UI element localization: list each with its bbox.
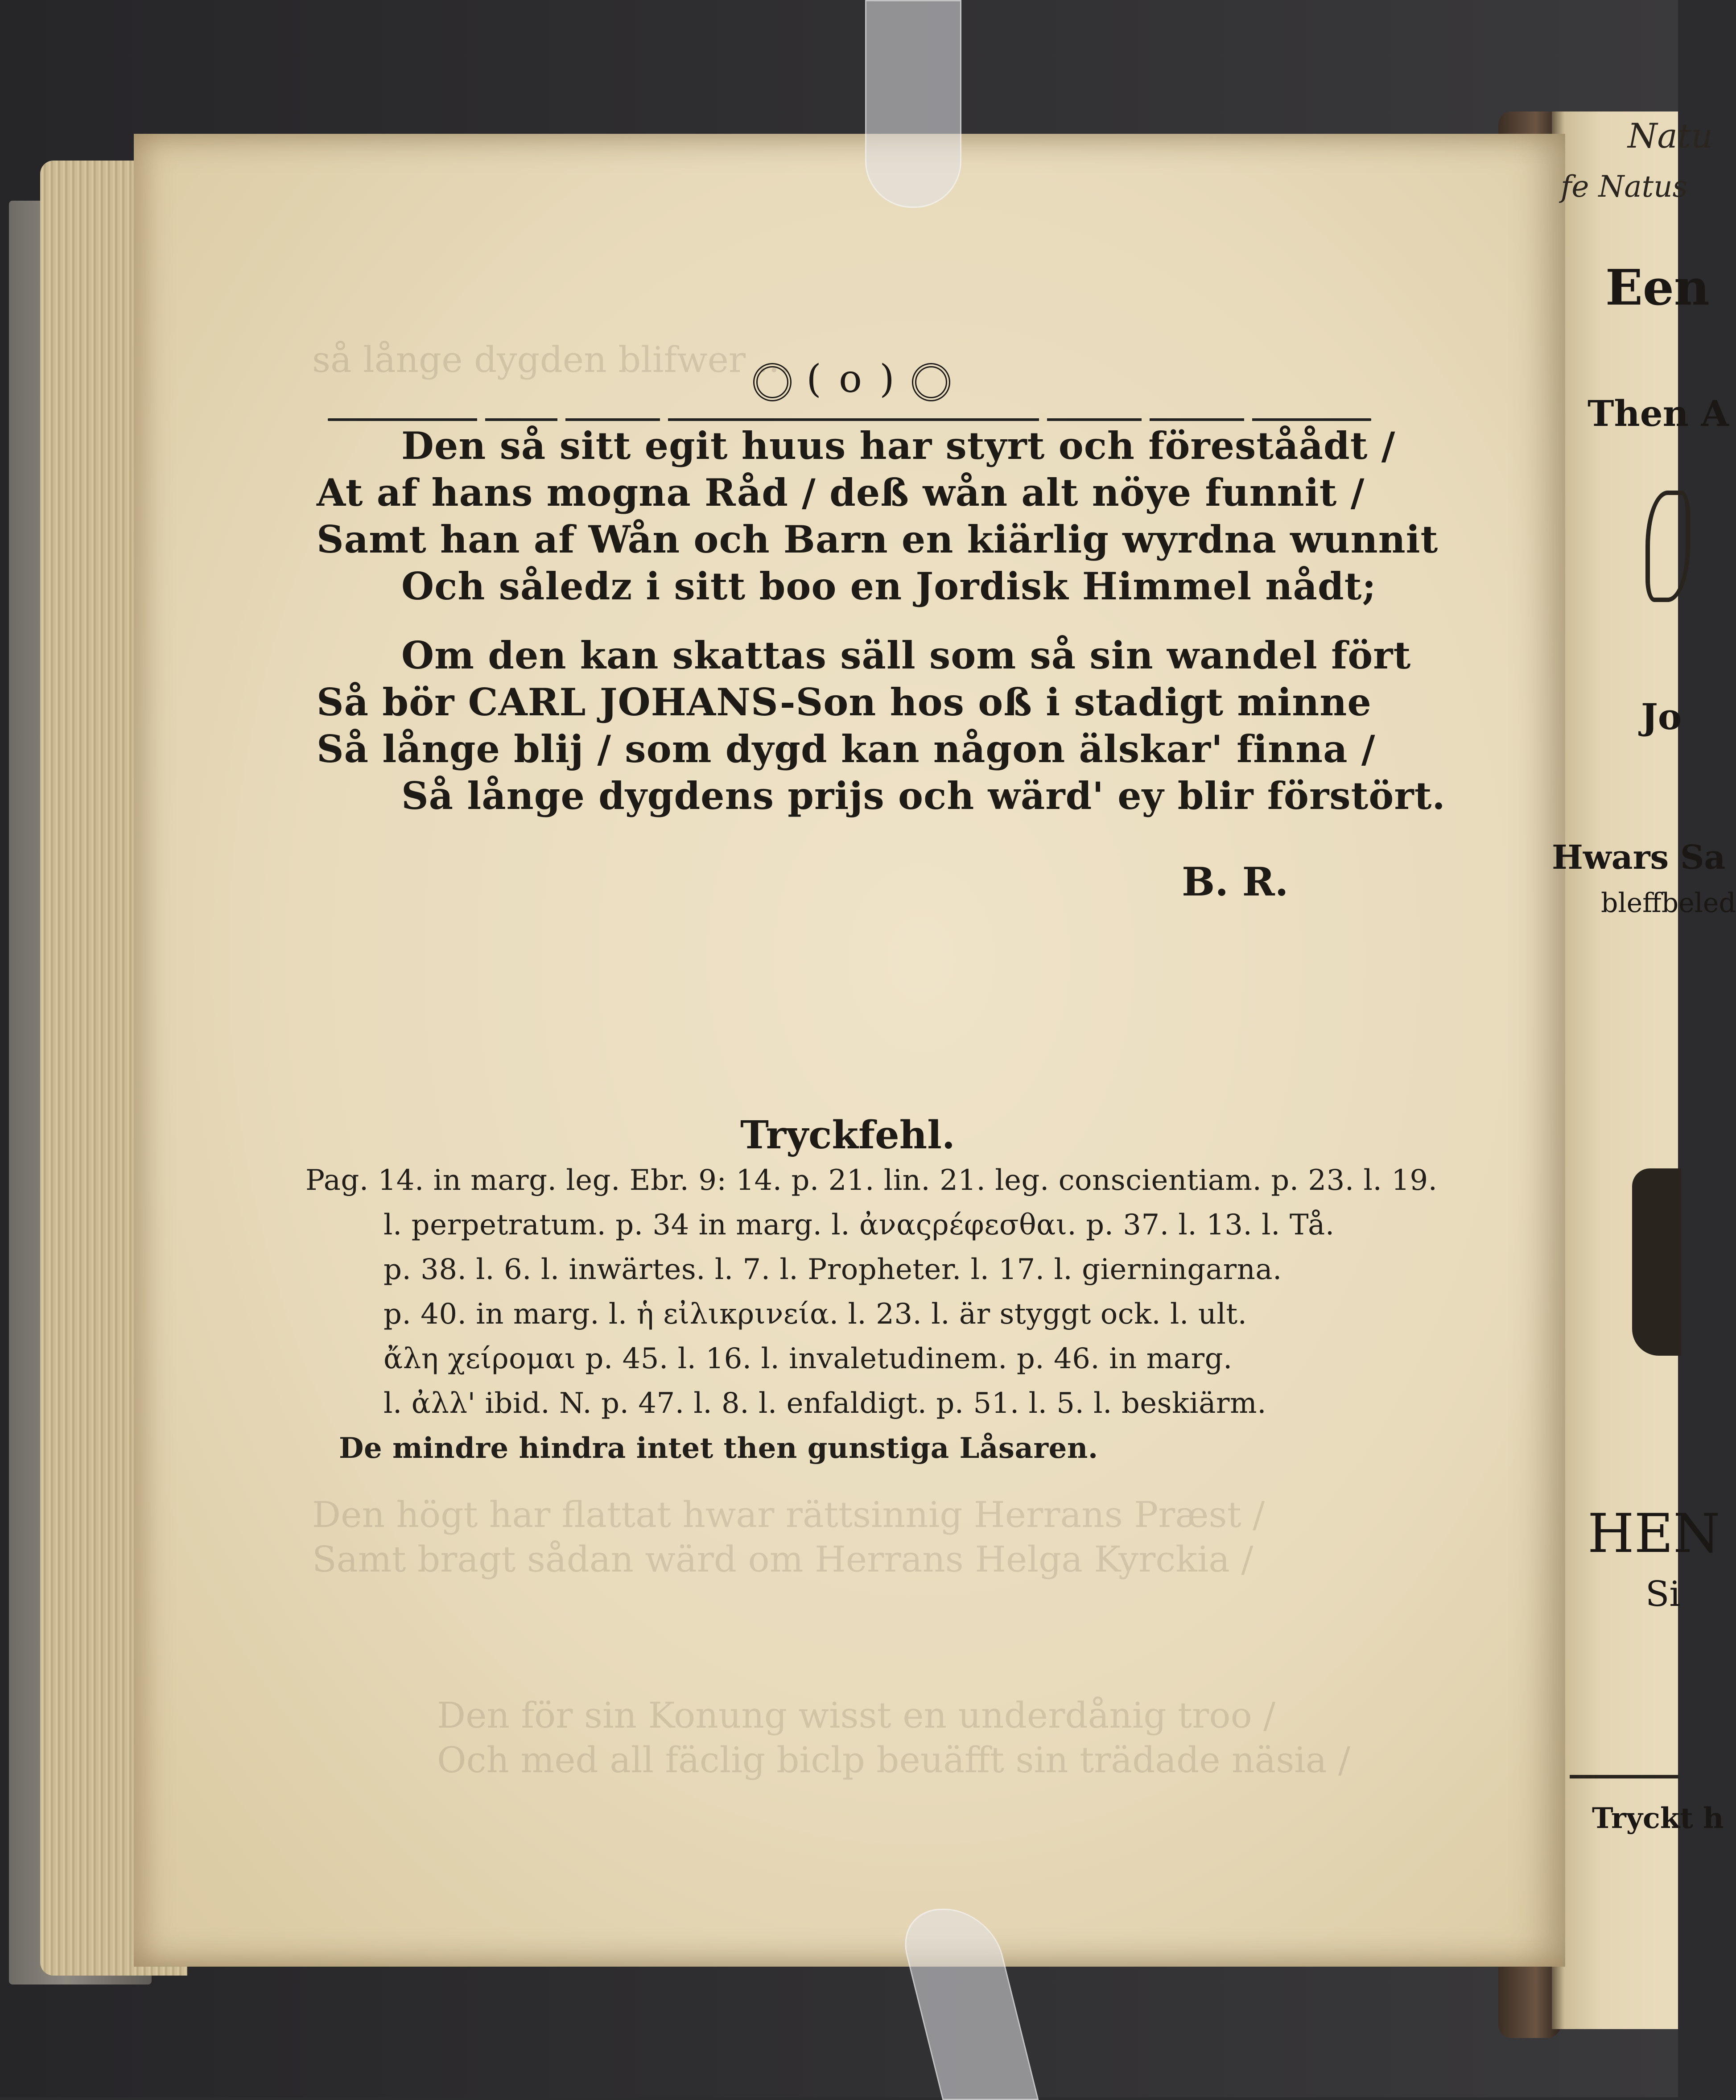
- rosette-ornament-icon: [753, 363, 792, 401]
- show-through-line: Samt bragt sådan wärd om Herrans Helga Kyrckia /: [312, 1539, 1254, 1580]
- errata-line: l. ἀλλ' ibid. N. p. 47. l. 8. l. enfaldigt. p. 51. l. 5. l. beskiärm.: [383, 1387, 1267, 1420]
- facing-line: Jo: [1641, 696, 1682, 738]
- errata-closing: De mindre hindra intet then gunstiga Låsaren.: [339, 1432, 1098, 1465]
- show-through-line: Den för sin Konung wisst en underdånig troo /: [437, 1695, 1276, 1736]
- errata-line: ἄλη χείρομαι p. 45. l. 16. l. invaletudinem. p. 46. in marg.: [383, 1342, 1233, 1375]
- page-header: [731, 357, 972, 406]
- book-page: [134, 134, 1565, 1967]
- poem-line: Samt han af Wån och Barn en kiärlig wyrdna wunnit: [317, 517, 1439, 561]
- errata-line: p. 38. l. 6. l. inwärtes. l. 7. l. Propheter. l. 17. l. gierningarna.: [383, 1253, 1282, 1286]
- poem-line: Om den kan skattas säll som så sin wandel fört: [401, 633, 1411, 677]
- page-clip-top: [865, 0, 961, 208]
- poem-line: Så långe dygdens prijs och wärd' ey blir förstört.: [401, 774, 1446, 818]
- facing-line: bleffbeled: [1601, 887, 1736, 919]
- woodcut-illustration: [1632, 1168, 1681, 1356]
- facing-imprint: Tryckt h: [1592, 1802, 1724, 1835]
- show-through-line: Den högt har flattat hwar rättsinnig Herrans Præst /: [312, 1494, 1265, 1535]
- page-mark: ( o ): [806, 357, 897, 401]
- show-through-line: så långe dygden blifwer ...: [312, 339, 791, 380]
- errata-title: Tryckfehl.: [740, 1113, 955, 1158]
- facing-line: Then A: [1588, 392, 1729, 434]
- signature: B. R.: [1182, 858, 1289, 905]
- handwritten-note: fe Natus: [1561, 169, 1688, 204]
- errata-line: p. 40. in marg. l. ἡ εἰλικρινεία. l. 23. l. är styggt ock. l. ult.: [383, 1298, 1247, 1331]
- handwritten-note: Natu: [1628, 116, 1713, 156]
- poem-line: At af hans mogna Råd / deß wån alt nöye funnit /: [317, 470, 1365, 515]
- facing-title: Een: [1605, 259, 1710, 316]
- errata-line: Pag. 14. in marg. leg. Ebr. 9: 14. p. 21. lin. 21. leg. conscientiam. p. 23. l. 19.: [305, 1164, 1438, 1197]
- facing-title: HEN: [1588, 1503, 1720, 1565]
- rosette-ornament-icon: [912, 363, 950, 401]
- errata-line: l. perpetratum. p. 34 in marg. l. ἀναςρέφεσθαι. p. 37. l. 13. l. Tå.: [383, 1209, 1335, 1242]
- facing-line: Hwars Sa: [1552, 838, 1726, 877]
- poem-line: Den så sitt egit huus har styrt och föreståådt /: [401, 424, 1396, 468]
- poem-line: Och såledz i sitt boo en Jordisk Himmel nådt;: [401, 564, 1377, 608]
- facing-line: Si: [1645, 1574, 1681, 1614]
- flourish-ornament: [1645, 491, 1690, 602]
- show-through-line: Och med all fäclig biclp beuäfft sin trädade näsia /: [437, 1739, 1350, 1781]
- poem-line: Så långe blij / som dygd kan någon älskar' finna /: [317, 727, 1376, 771]
- poem-line: Så bör CARL JOHANS-Son hos oß i stadigt minne: [317, 680, 1372, 724]
- facing-rule: [1570, 1775, 1678, 1778]
